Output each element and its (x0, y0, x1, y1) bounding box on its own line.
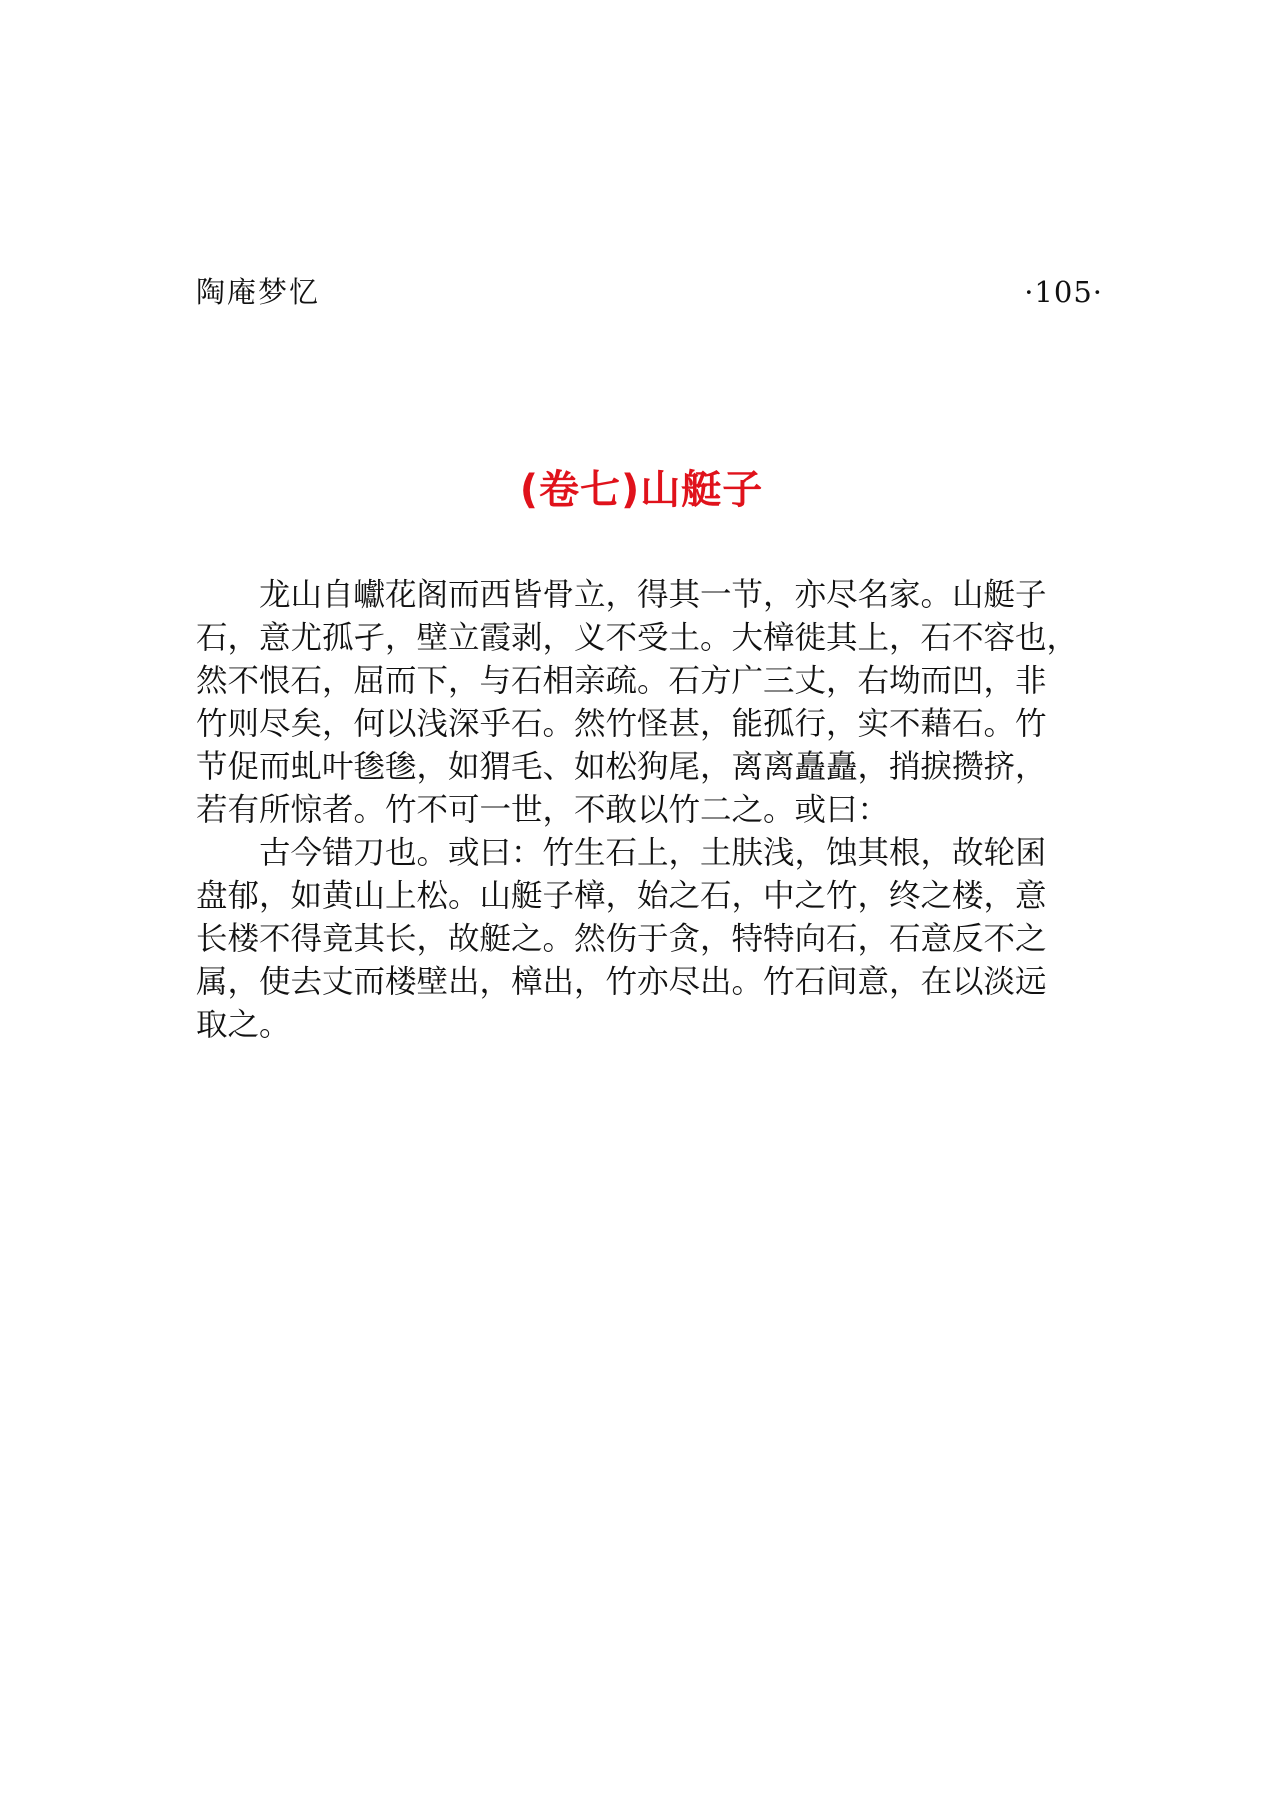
body-text (196, 574, 1096, 1047)
page-number: ·105· (1024, 275, 1103, 309)
chapter-title: (卷七)山艇子 (519, 467, 764, 513)
paragraph-1: 龙山自巘花阁而西皆骨立，得其一节，亦尽名家。山艇子 石，意尤孤孑，壁立霞剥，义不受土。大樟徙其上，石不容也， 然不恨石，屈而下，与石相亲疏。石方广三丈，右坳而凹，非 竹则尽矣，何以浅深乎石。然竹怪甚，能孤行，实不藉石。竹 节促而虬叶毶毶，如猬毛、如松狗尾，离离矗矗，捎捩攒挤， 若有所惊者。竹不可一世，不敢以竹二之。或曰： (196, 577, 1079, 828)
paragraph-2: 古今错刀也。或曰：竹生石上，土肤浅，蚀其根，故轮囷 盘郁，如黄山上松。山艇子樟，始之石，中之竹，终之楼，意 长楼不得竟其长，故艇之。然伤于贪，特特向石，石意反不之 属，使去丈而楼壁出，樟出，竹亦尽出。竹石间意，在以淡远 取之。 (196, 835, 1047, 1043)
running-head-title: 陶庵梦忆 (196, 275, 321, 309)
